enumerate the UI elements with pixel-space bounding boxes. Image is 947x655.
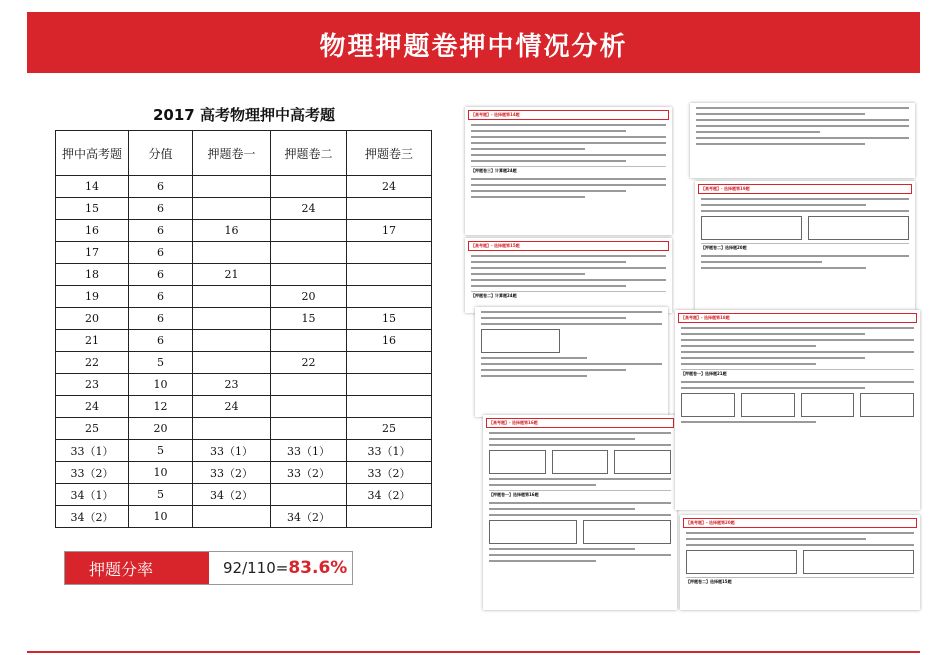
table-row	[56, 418, 432, 440]
table-cell: 6	[129, 220, 193, 242]
table-cell	[193, 330, 271, 352]
title-banner	[27, 12, 920, 73]
table-cell	[193, 286, 271, 308]
table-row	[56, 506, 432, 528]
table-row	[56, 330, 432, 352]
table-cell	[347, 198, 432, 220]
table-cell: 33（1）	[347, 440, 432, 462]
table-cell: 24	[56, 396, 129, 418]
header-paper-one: 押题卷一	[193, 131, 271, 176]
table-cell: 33（2）	[193, 462, 271, 484]
doc-tag: 【押题卷一】选择题21题	[681, 369, 914, 377]
table-cell: 17	[347, 220, 432, 242]
table-cell: 33（1）	[271, 440, 347, 462]
table-cell: 21	[56, 330, 129, 352]
table-row	[56, 198, 432, 220]
table-cell: 20	[271, 286, 347, 308]
table-row	[56, 440, 432, 462]
table-cell: 6	[129, 308, 193, 330]
table-cell: 16	[193, 220, 271, 242]
doc-thumbnail	[483, 415, 677, 610]
table-cell	[347, 374, 432, 396]
doc-thumbnail	[675, 310, 920, 510]
doc-tag: 【押题卷二】选择题15题	[686, 577, 914, 585]
doc-thumbnail	[680, 515, 920, 610]
footer-divider	[27, 651, 920, 653]
table-row	[56, 264, 432, 286]
score-table	[55, 130, 432, 528]
doc-header: 【高考题】- 选择题第15题	[468, 241, 669, 251]
table-cell	[193, 352, 271, 374]
table-cell	[347, 396, 432, 418]
table-cell: 5	[129, 484, 193, 506]
header-score: 分值	[129, 131, 193, 176]
table-cell	[193, 418, 271, 440]
table-cell	[271, 220, 347, 242]
table-cell: 16	[56, 220, 129, 242]
doc-header: 【高考题】- 选择题第14题	[468, 110, 669, 120]
table-cell	[271, 418, 347, 440]
table-cell: 34（2）	[271, 506, 347, 528]
hit-rate-fraction: 92/110=	[223, 559, 289, 577]
table-cell: 24	[193, 396, 271, 418]
table-row	[56, 308, 432, 330]
table-cell: 34（2）	[56, 506, 129, 528]
table-row	[56, 242, 432, 264]
table-cell: 19	[56, 286, 129, 308]
table-cell: 20	[129, 418, 193, 440]
table-cell: 18	[56, 264, 129, 286]
table-cell: 12	[129, 396, 193, 418]
table-cell: 33（2）	[56, 462, 129, 484]
table-cell	[347, 506, 432, 528]
table-cell: 22	[56, 352, 129, 374]
table-row	[56, 286, 432, 308]
table-cell: 10	[129, 374, 193, 396]
table-cell: 24	[271, 198, 347, 220]
table-row	[56, 462, 432, 484]
table-cell: 6	[129, 176, 193, 198]
page-title: 物理押题卷押中情况分析	[319, 32, 628, 62]
doc-tag: 【押题卷三】计算题24题	[471, 166, 666, 174]
table-cell: 6	[129, 242, 193, 264]
doc-header: 【高考题】- 选择题第18题	[678, 313, 917, 323]
table-row	[56, 352, 432, 374]
table-row	[56, 374, 432, 396]
table-cell	[347, 264, 432, 286]
table-cell: 6	[129, 264, 193, 286]
table-cell: 33（1）	[193, 440, 271, 462]
table-cell: 20	[56, 308, 129, 330]
header-paper-three: 押题卷三	[347, 131, 432, 176]
table-cell: 33（2）	[347, 462, 432, 484]
table-row	[56, 176, 432, 198]
table-cell	[271, 176, 347, 198]
doc-tag: 【押题卷一】选择题第16题	[489, 490, 671, 498]
hit-rate-label: 押题分率	[65, 552, 209, 584]
table-cell: 10	[129, 506, 193, 528]
doc-thumbnail	[695, 181, 915, 310]
table-cell: 17	[56, 242, 129, 264]
table-cell	[347, 286, 432, 308]
table-cell	[193, 506, 271, 528]
doc-header: 【高考题】- 选择题第20题	[683, 518, 917, 528]
table-cell: 16	[347, 330, 432, 352]
header-paper-two: 押题卷二	[271, 131, 347, 176]
table-cell: 15	[56, 198, 129, 220]
table-header-row	[56, 131, 432, 176]
table-cell: 15	[347, 308, 432, 330]
table-cell: 23	[193, 374, 271, 396]
table-cell	[271, 330, 347, 352]
table-cell	[193, 176, 271, 198]
doc-thumbnail	[475, 307, 668, 417]
table-cell: 33（2）	[271, 462, 347, 484]
table-row	[56, 484, 432, 506]
table-cell	[193, 198, 271, 220]
table-cell: 34（2）	[193, 484, 271, 506]
table-title: 2017 高考物理押中高考题	[153, 106, 335, 124]
table-cell	[347, 352, 432, 374]
table-cell: 15	[271, 308, 347, 330]
table-row	[56, 396, 432, 418]
table-cell: 34（2）	[347, 484, 432, 506]
table-cell: 10	[129, 462, 193, 484]
doc-thumbnail	[690, 103, 915, 178]
table-cell	[347, 242, 432, 264]
table-cell	[193, 242, 271, 264]
header-exam-question: 押中高考题	[56, 131, 129, 176]
doc-header: 【高考题】- 选择题第19题	[698, 184, 912, 194]
table-cell	[193, 308, 271, 330]
table-cell: 6	[129, 286, 193, 308]
hit-rate-value	[209, 552, 352, 584]
table-cell: 25	[56, 418, 129, 440]
table-cell: 24	[347, 176, 432, 198]
table-cell: 23	[56, 374, 129, 396]
table-cell: 25	[347, 418, 432, 440]
table-cell	[271, 264, 347, 286]
table-cell: 21	[193, 264, 271, 286]
table-cell	[271, 242, 347, 264]
hit-rate-box	[64, 551, 353, 585]
hit-rate-percent: 83.6%	[288, 558, 348, 578]
table-row	[56, 220, 432, 242]
table-cell: 22	[271, 352, 347, 374]
table-cell: 6	[129, 330, 193, 352]
table-cell	[271, 374, 347, 396]
table-cell: 33（1）	[56, 440, 129, 462]
doc-thumbnail	[465, 238, 672, 313]
table-cell: 34（1）	[56, 484, 129, 506]
doc-tag: 【押题卷二】计算题24题	[471, 291, 666, 299]
table-cell: 5	[129, 440, 193, 462]
doc-thumbnail	[465, 107, 672, 235]
table-cell	[271, 484, 347, 506]
table-cell: 6	[129, 198, 193, 220]
doc-tag: 【押题卷二】选择题20题	[701, 243, 909, 251]
table-cell: 5	[129, 352, 193, 374]
table-cell	[271, 396, 347, 418]
doc-header: 【高考题】- 选择题第16题	[486, 418, 674, 428]
table-cell: 14	[56, 176, 129, 198]
